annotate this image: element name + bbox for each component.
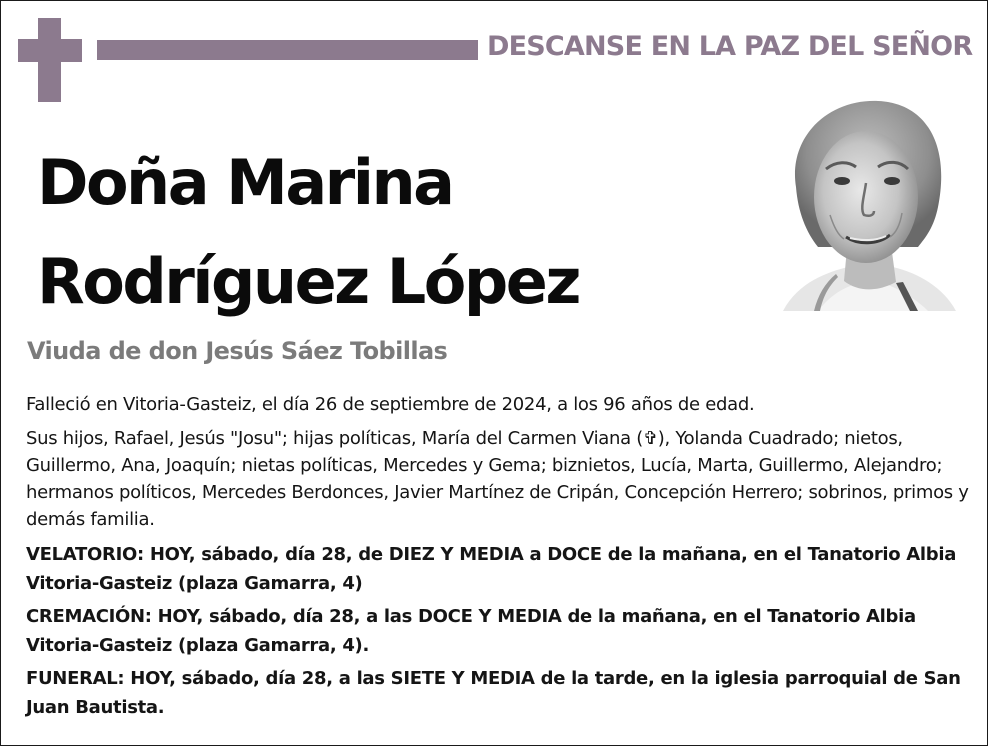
- header-title: DESCANSE EN LA PAZ DEL SEÑOR: [487, 31, 973, 62]
- death-notice: Falleció en Vitoria-Gasteiz, el día 26 de septiembre de 2024, a los 96 años de edad.: [26, 394, 755, 415]
- obituary-body: [26, 391, 976, 726]
- velatorio-notice: VELATORIO: HOY, sábado, día 28, de DIEZ Y MEDIA a DOCE de la mañana, en el Tanatorio Albia Vitoria-Gasteiz (plaza Gamarra, 4): [26, 544, 957, 594]
- header-rule: [97, 40, 478, 60]
- cremacion-notice: CREMACIÓN: HOY, sábado, día 28, a las DOCE Y MEDIA de la mañana, en el Tanatorio Albia Vitoria-Gasteiz (plaza Gamarra, 4).: [26, 606, 916, 656]
- funeral-notice: FUNERAL: HOY, sábado, día 28, a las SIETE Y MEDIA de la tarde, en la iglesia parroquial de San Juan Bautista.: [26, 668, 961, 718]
- deceased-name-line-1: Doña Marina: [37, 146, 453, 219]
- portrait-image: [778, 97, 958, 311]
- family-list: Sus hijos, Rafael, Jesús "Josu"; hijas políticas, María del Carmen Viana (✞), Yolanda Cuadrado; nietos, Guillermo, Ana, Joaquín; nietas políticas, Mercedes y Gema; biznietos, Lucía, Marta, Guillermo, Alejandro; hermanos políticos, Mercedes Berdonces, Javier Martínez de Cripán, Concepción Herrero; sobrinos, primos y demás familia.: [26, 428, 969, 530]
- cross-horizontal-bar: [18, 39, 82, 62]
- deceased-name-line-2: Rodríguez López: [37, 245, 579, 318]
- deceased-name: [37, 133, 757, 331]
- portrait-photo: [778, 97, 958, 311]
- widow-subtitle: Viuda de don Jesús Sáez Tobillas: [27, 337, 448, 365]
